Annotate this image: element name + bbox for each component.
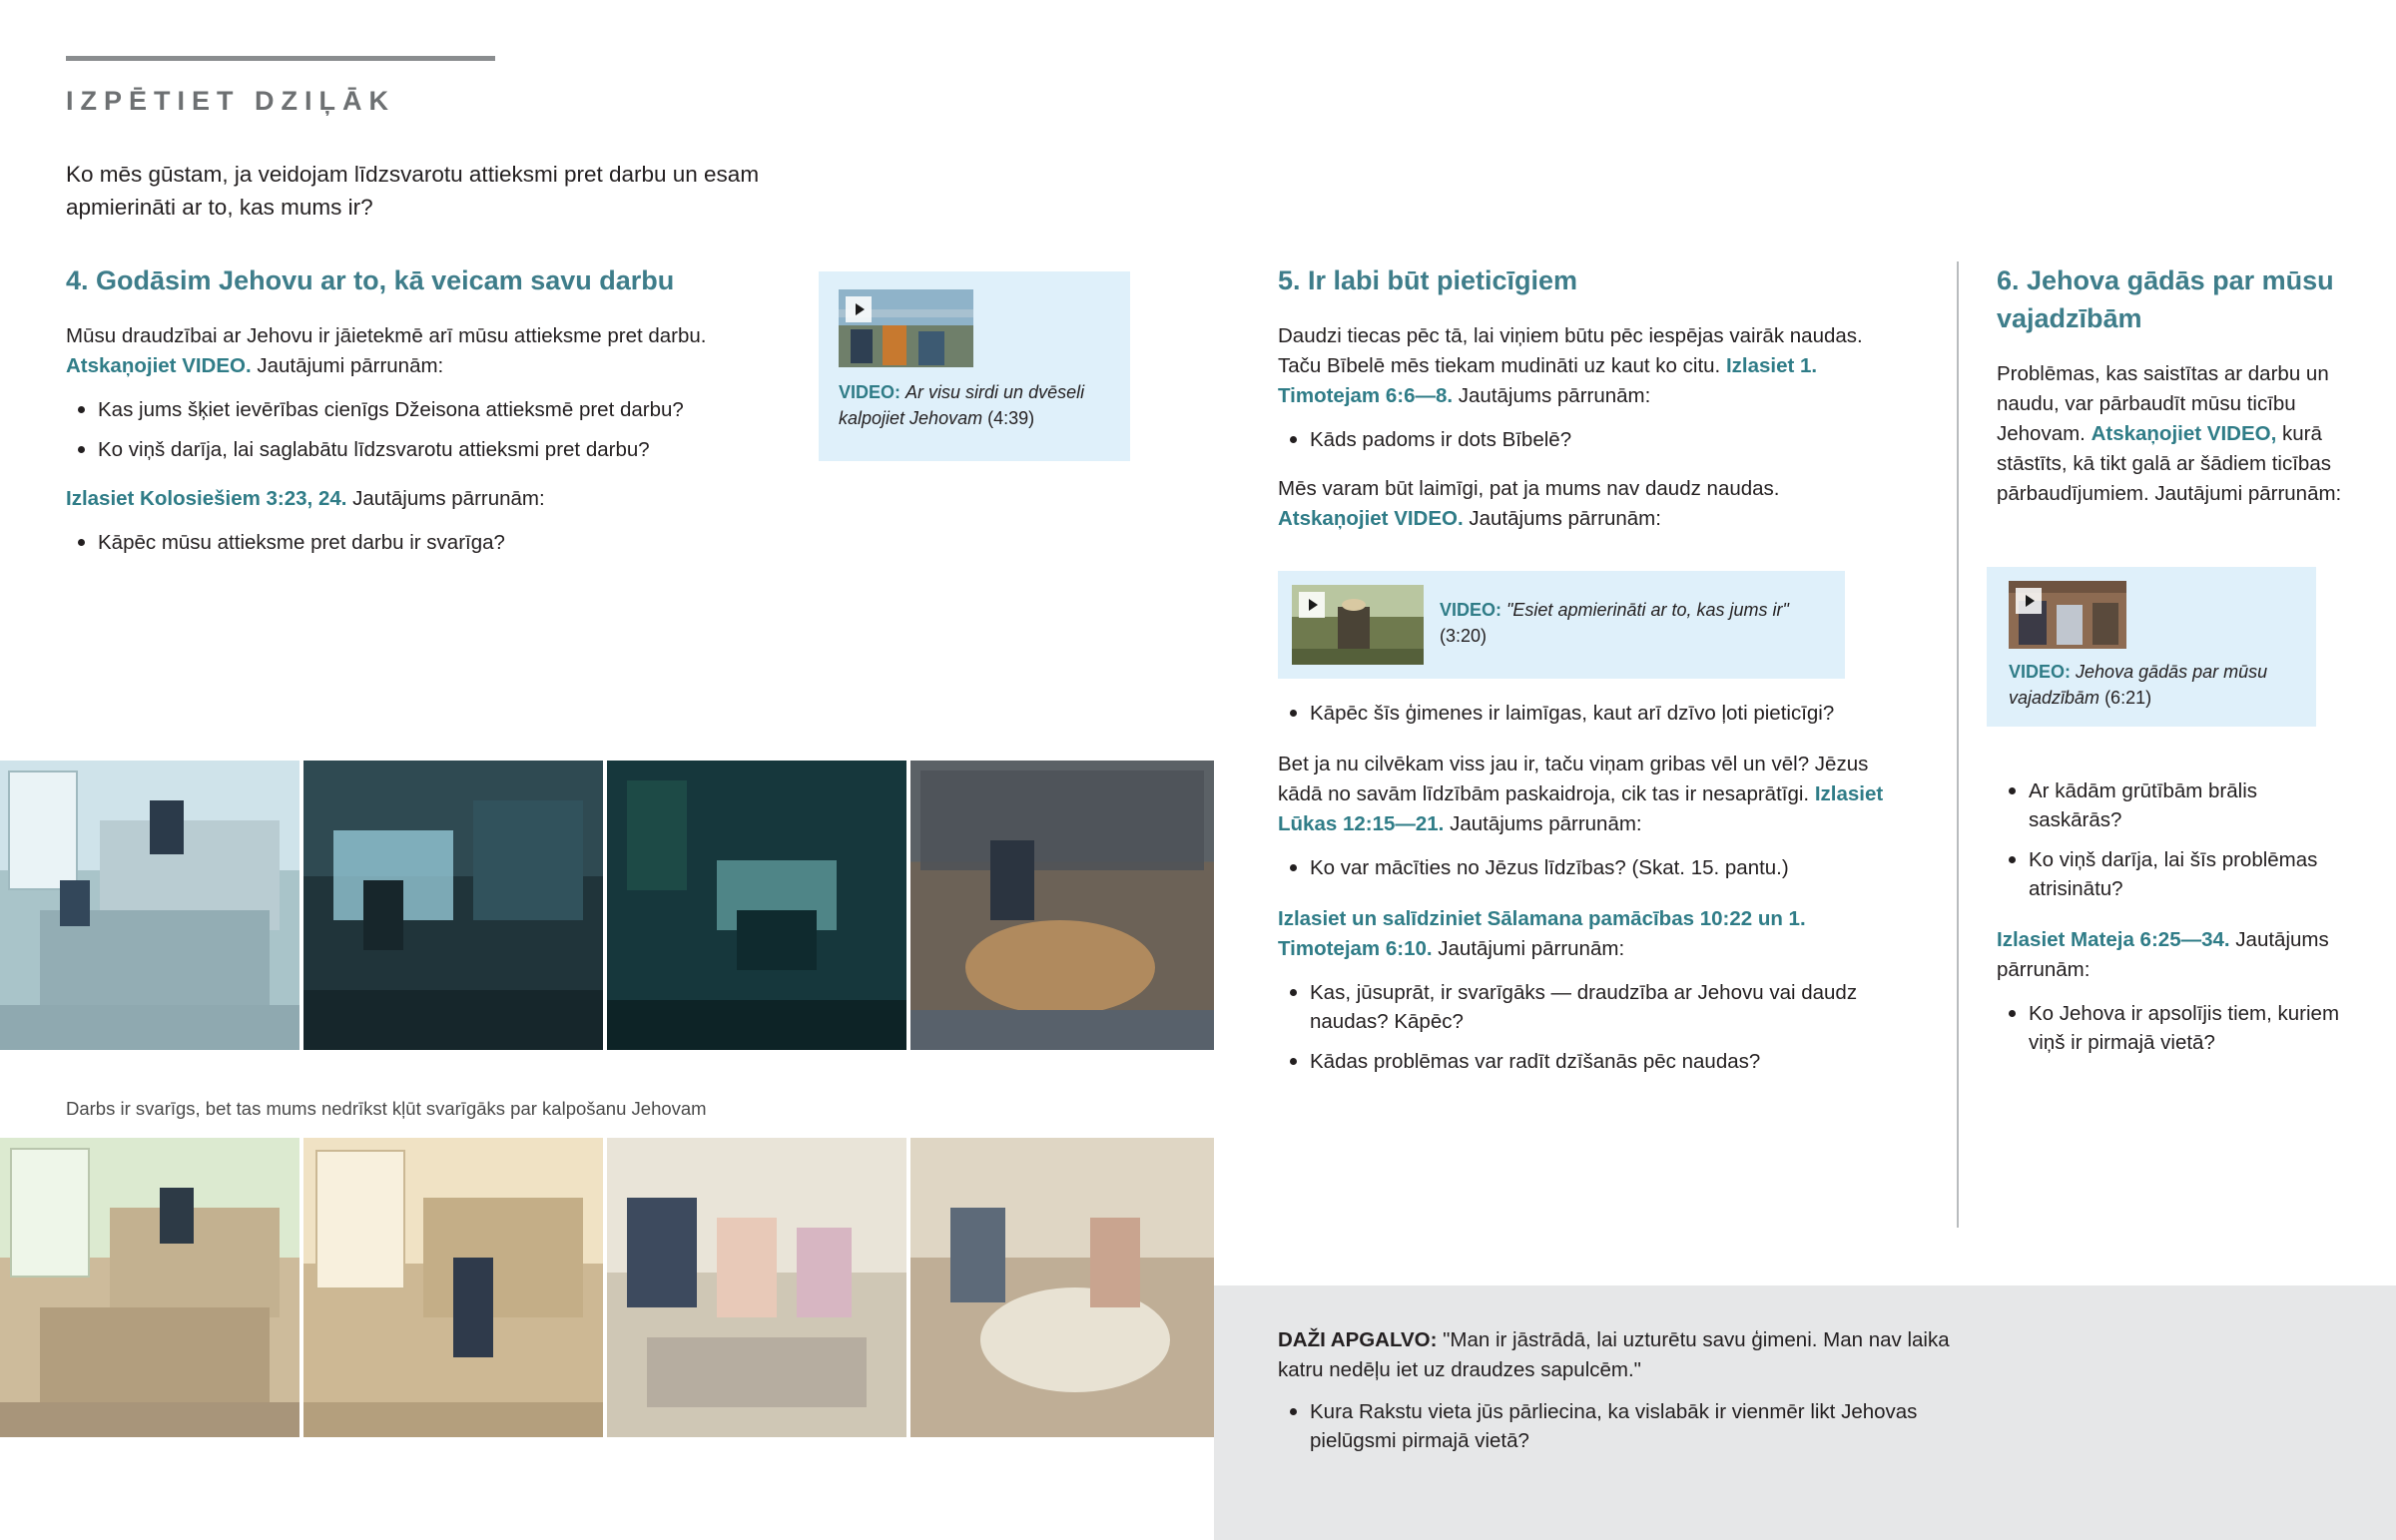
play-video-link-2[interactable]: Atskaņojiet VIDEO. bbox=[1278, 507, 1464, 530]
section-6-questions-1 bbox=[1997, 776, 2346, 903]
section-6-paragraph-1 bbox=[1997, 359, 2346, 509]
section-4-questions-2 bbox=[66, 528, 705, 557]
some-say-questions bbox=[1278, 1397, 1957, 1466]
section-5-p3-text: Bet ja nu cilvēkam viss jau ir, taču viņam gribas vēl un vēl? Jēzus kādā no savām līdzībām paskaidroja, cik tas ir nesaprātīgi. bbox=[1278, 753, 1869, 805]
section-6 bbox=[1997, 261, 2346, 509]
section-5-p1-text: Daudzi tiecas pēc tā, lai viņiem būtu pēc iespējas vairāk naudas. Taču Bībelē mēs tiekam mudināti uz kaut ko citu. bbox=[1278, 324, 1863, 377]
section-4 bbox=[66, 261, 755, 568]
section-5-questions-4 bbox=[1278, 978, 1897, 1076]
scripture-link-col-3-23[interactable]: Izlasiet Kolosiešiem 3:23, 24. bbox=[66, 487, 347, 510]
illustration-caption: Darbs ir svarīgs, bet tas mums nedrīkst kļūt svarīgāks par kalpošanu Jehovam bbox=[66, 1098, 707, 1119]
section-5-paragraph-3 bbox=[1278, 750, 1897, 839]
video-thumbnail-3[interactable] bbox=[2009, 581, 2126, 649]
section-4-scripture-line bbox=[66, 484, 755, 514]
section-5-paragraph-4 bbox=[1278, 904, 1897, 964]
lead-question: Ko mēs gūstam, ja veidojam līdzsvarotu attieksmi pret darbu un esam apmierināti ar to, kas mums ir? bbox=[66, 162, 760, 220]
play-video-link-1[interactable]: Atskaņojiet VIDEO. bbox=[66, 354, 252, 377]
section-5-p2-after: Jautājums pārrunām: bbox=[1463, 507, 1661, 530]
list-item: Kāpēc mūsu attieksme pret darbu ir svarīga? bbox=[66, 528, 705, 557]
video-title-2: "Esiet apmierināti ar to, kas jums ir" bbox=[1506, 600, 1789, 620]
section-5-questions-2 bbox=[1278, 699, 1897, 728]
section-6-title: 6. Jehova gādās par mūsu vajadzībām bbox=[1997, 265, 2334, 333]
page-title: IZPĒTIET DZIĻĀK bbox=[66, 86, 395, 116]
section-4-questions-1 bbox=[66, 395, 705, 464]
scripture-link-luke-12-15[interactable]: Izlasiet Lūkas 12:15—21. bbox=[1278, 782, 1884, 835]
section-5-paragraph-2 bbox=[1278, 474, 1877, 534]
section-6-p1-text-b: kurā stāstīts, kā tikt galā ar šādiem ticības pārbaudījumiem. Jautājumi pārrunām: bbox=[1997, 422, 2342, 505]
some-say-quote bbox=[1278, 1325, 1957, 1385]
illustration-family-2 bbox=[303, 1138, 603, 1437]
list-item: Kāpēc šīs ģimenes ir laimīgas, kaut arī dzīvo ļoti pieticīgi? bbox=[1278, 699, 1897, 728]
section-5-p2-text: Mēs varam būt laimīgi, pat ja mums nav daudz naudas. bbox=[1278, 477, 1780, 500]
video-label-3: VIDEO: bbox=[2009, 662, 2072, 682]
video-duration-1: (4:39) bbox=[987, 408, 1035, 428]
illustration-office-3 bbox=[607, 761, 906, 1050]
play-icon[interactable] bbox=[2016, 588, 2042, 614]
video-title-3: Jehova gādās par mūsu vajadzībām bbox=[2009, 662, 2268, 708]
list-item: Ko Jehova ir apsolījis tiem, kuriem viņš ir pirmajā vietā? bbox=[1997, 999, 2346, 1057]
section-4-p1-text-b: Jautājumi pārrunām: bbox=[251, 354, 444, 377]
video-duration-3: (6:21) bbox=[2104, 688, 2152, 708]
video-card-3[interactable] bbox=[1987, 567, 2316, 727]
section-5-p1-after: Jautājums pārrunām: bbox=[1453, 384, 1651, 407]
section-5-p4-after: Jautājumi pārrunām: bbox=[1432, 937, 1625, 960]
illustration-family-4 bbox=[910, 1138, 1214, 1437]
some-say-label: DAŽI APGALVO: bbox=[1278, 1328, 1438, 1351]
section-6-continued bbox=[1997, 776, 2346, 1068]
scripture-link-1tim-6-6[interactable]: Izlasiet 1. Timotejam 6:6—8. bbox=[1278, 354, 1818, 407]
scripture-link-prov-10-22[interactable]: Izlasiet un salīdziniet Sālamana pamācības 10:22 un 1. Timotejam 6:10. bbox=[1278, 907, 1806, 960]
section-5 bbox=[1278, 261, 1877, 534]
play-video-link-3[interactable]: Atskaņojiet VIDEO, bbox=[2091, 422, 2277, 445]
some-say-panel bbox=[1214, 1285, 2396, 1540]
list-item: Kāds padoms ir dots Bībelē? bbox=[1278, 425, 1877, 454]
video-thumbnail-2[interactable] bbox=[1292, 585, 1424, 665]
list-item: Kura Rakstu vieta jūs pārliecina, ka vislabāk ir vienmēr likt Jehovas pielūgsmi pirmajā vietā? bbox=[1278, 1397, 1957, 1455]
video-title-1: Ar visu sirdi un dvēseli kalpojiet Jehovam bbox=[839, 382, 1085, 428]
illustration-family-1 bbox=[0, 1138, 300, 1437]
video-label-1: VIDEO: bbox=[839, 382, 901, 402]
illustration-office-2 bbox=[303, 761, 603, 1050]
section-6-p2-after: Jautājums pārrunām: bbox=[1997, 928, 2329, 981]
scripture-link-matt-6-25[interactable]: Izlasiet Mateja 6:25—34. bbox=[1997, 928, 2230, 951]
list-item: Kādas problēmas var radīt dzīšanās pēc naudas? bbox=[1278, 1047, 1897, 1076]
section-5-paragraph-1 bbox=[1278, 321, 1877, 411]
section-6-p1-text-a: Problēmas, kas saistītas ar darbu un naudu, var pārbaudīt mūsu ticību Jehovam. bbox=[1997, 362, 2329, 445]
video-duration-2: (3:20) bbox=[1440, 626, 1488, 646]
section-5-continued bbox=[1278, 699, 1897, 1087]
illustration-strip-top bbox=[0, 761, 1214, 1050]
video-card-1[interactable] bbox=[819, 271, 1130, 461]
section-6-paragraph-2 bbox=[1997, 925, 2346, 985]
some-say-quote-text: "Man ir jāstrādā, lai uzturētu savu ģimeni. Man nav laika katru nedēļu iet uz draudzes sapulcēm." bbox=[1278, 1328, 1950, 1381]
section-5-questions-3 bbox=[1278, 853, 1897, 882]
header-rule bbox=[66, 56, 495, 61]
illustration-office-1 bbox=[0, 761, 300, 1050]
list-item: Ar kādām grūtībām brālis saskārās? bbox=[1997, 776, 2346, 834]
scripture-after-text: Jautājums pārrunām: bbox=[346, 487, 545, 510]
play-icon[interactable] bbox=[1299, 592, 1325, 618]
section-5-questions-1 bbox=[1278, 425, 1877, 454]
section-4-title: 4. Godāsim Jehovu ar to, kā veicam savu darbu bbox=[66, 265, 675, 295]
list-item: Ko viņš darīja, lai šīs problēmas atrisinātu? bbox=[1997, 845, 2346, 903]
play-icon[interactable] bbox=[846, 296, 872, 322]
illustration-strip-bottom bbox=[0, 1138, 1214, 1437]
video-caption-1 bbox=[839, 379, 1110, 431]
list-item: Kas jums šķiet ievērības cienīgs Džeisona attieksmē pret darbu? bbox=[66, 395, 705, 424]
video-thumbnail-1[interactable] bbox=[839, 289, 973, 367]
list-item: Ko viņš darīja, lai saglabātu līdzsvarotu attieksmi pret darbu? bbox=[66, 435, 705, 464]
list-item: Kas, jūsuprāt, ir svarīgāks — draudzība ar Jehovu vai daudz naudas? Kāpēc? bbox=[1278, 978, 1897, 1036]
section-5-title: 5. Ir labi būt pieticīgiem bbox=[1278, 265, 1578, 295]
video-caption-3 bbox=[2009, 659, 2298, 711]
video-caption-2 bbox=[1440, 597, 1829, 649]
video-card-2[interactable] bbox=[1278, 571, 1845, 679]
section-6-questions-2 bbox=[1997, 999, 2346, 1057]
section-4-paragraph-1 bbox=[66, 321, 745, 381]
list-item: Ko var mācīties no Jēzus līdzības? (Skat. 15. pantu.) bbox=[1278, 853, 1897, 882]
section-5-p3-after: Jautājums pārrunām: bbox=[1444, 812, 1642, 835]
video-label-2: VIDEO: bbox=[1440, 600, 1502, 620]
illustration-office-4 bbox=[910, 761, 1214, 1050]
column-divider bbox=[1957, 261, 1959, 1228]
illustration-family-3 bbox=[607, 1138, 906, 1437]
section-4-p1-text-a: Mūsu draudzībai ar Jehovu ir jāietekmē arī mūsu attieksme pret darbu. bbox=[66, 324, 707, 347]
